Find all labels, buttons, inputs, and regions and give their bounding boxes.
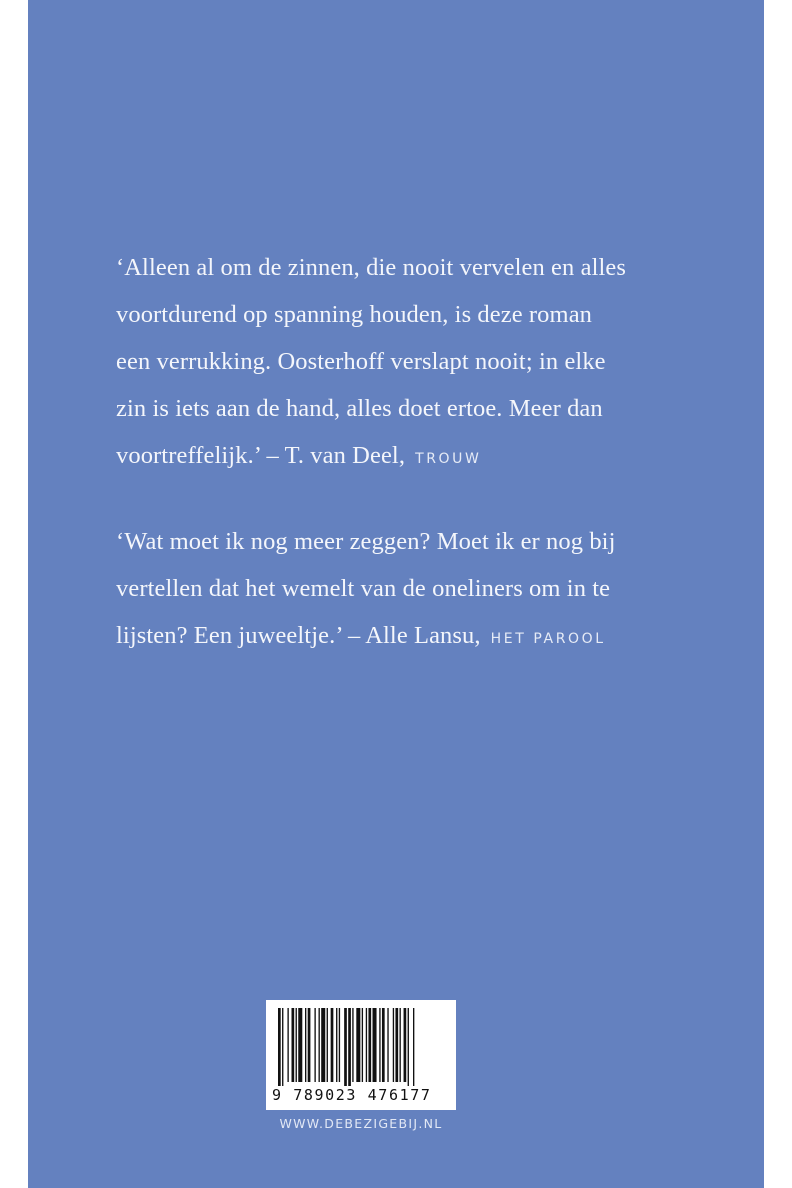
quote-line-last [116,432,676,483]
quote-line: voortdurend op spanning houden, is deze roman [116,301,593,328]
review-quote-het-parool [116,518,676,663]
isbn-barcode [266,1000,456,1110]
quote-line-text: voortreffelijk.’ – T. van Deel, [116,442,406,469]
isbn-number: 9 789023 476177 [272,1086,432,1104]
quote-line: een verrukking. Oosterhoff verslapt nooit; in elke [116,348,606,375]
quote-line-last [116,612,676,663]
quote-line: ‘Alleen al om de zinnen, die nooit vervelen en alles [116,254,626,281]
barcode-icon [266,1000,456,1086]
quote-line-text: lijsten? Een juweeltje.’ – Alle Lansu, [116,622,481,649]
quote-source: TROUW [415,451,482,467]
review-quote-trouw [116,244,676,483]
quote-line: ‘Wat moet ik nog meer zeggen? Moet ik er nog bij [116,528,616,555]
quote-line: vertellen dat het wemelt van de oneliners om in te [116,575,611,602]
quote-line: zin is iets aan de hand, alles doet ertoe. Meer dan [116,395,603,422]
quote-source: HET PAROOL [490,631,606,647]
publisher-website: WWW.DEBEZIGEBIJ.NL [279,1116,443,1131]
